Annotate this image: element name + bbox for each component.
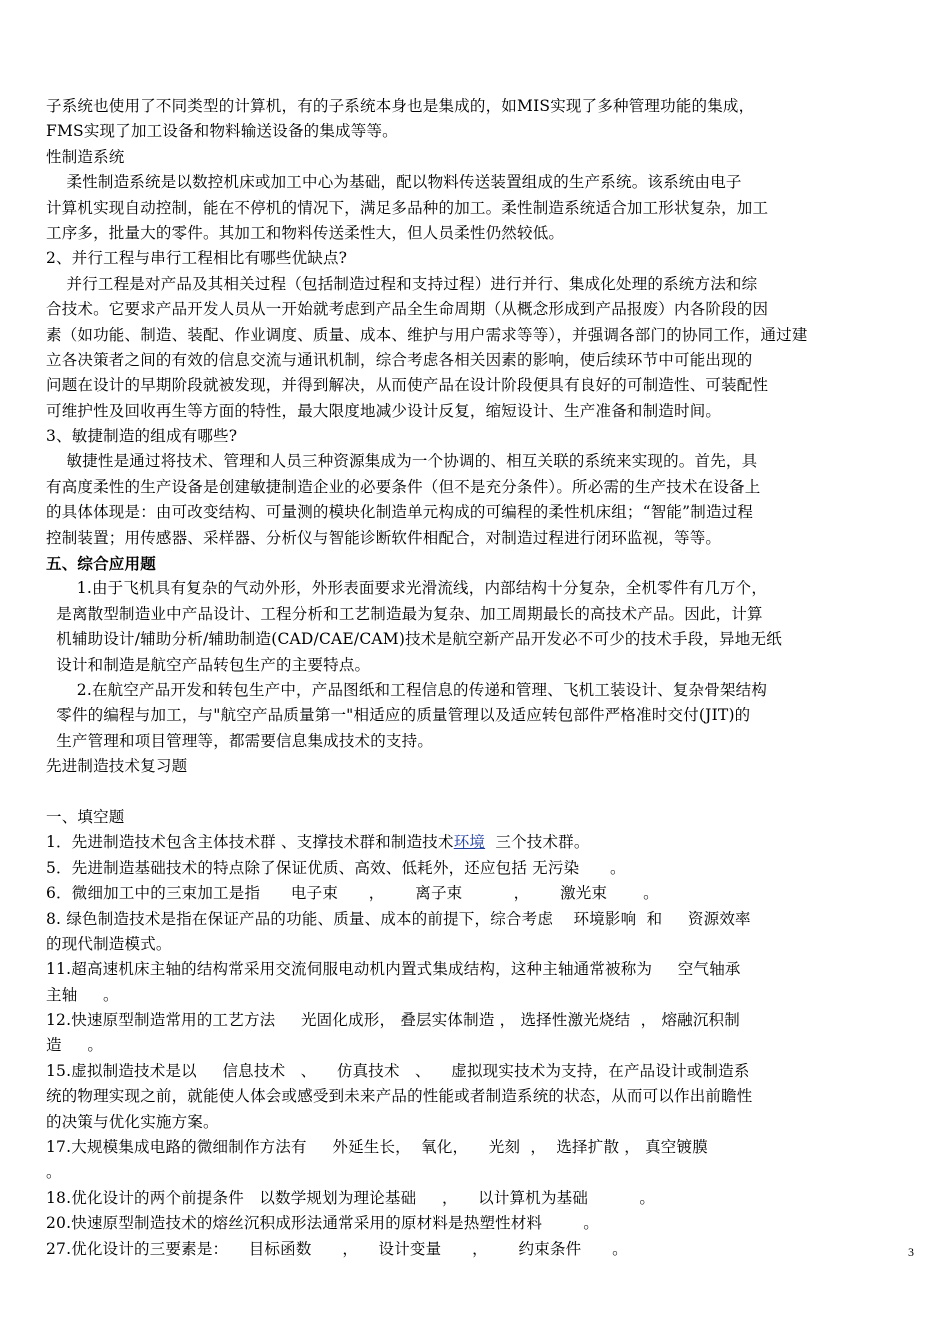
text-line: 27.优化设计的三要素是： 目标函数 ， 设计变量 ， 约束条件 。: [46, 1239, 628, 1258]
text-line: 的决策与优化实施方案。: [46, 1112, 219, 1131]
fill-q1-text: 1．先进制造技术包含主体技术群 、支撑技术群和制造技术: [46, 833, 454, 852]
text-line: 是离散型制造业中产品设计、工程分析和工艺制造最为复杂、加工周期最长的高技术产品。因此，计算: [46, 604, 763, 623]
text-line: 的现代制造模式。: [46, 934, 172, 953]
document-body: [46, 94, 908, 1262]
text-line: 问题在设计的早期阶段就被发现，并得到解决，从而使产品在设计阶段便具有良好的可制造性、可装配性: [46, 376, 769, 395]
fill-q1-link[interactable]: 环境: [453, 833, 486, 852]
section-heading: 性制造系统: [46, 147, 125, 166]
section-five-title: 五、综合应用题: [46, 554, 156, 574]
text-line: 17.大规模集成电路的微细制作方法有 外延生长， 氧化， 光刻 ， 选择扩散 ， 真空镀膜: [46, 1138, 708, 1157]
text-line: 20.快速原型制造技术的熔丝沉积成形法通常采用的原材料是热塑性材料 。: [46, 1214, 599, 1233]
text-line: 工序多，批量大的零件。其加工和物料传送柔性大，但人员柔性仍然较低。: [46, 223, 565, 242]
text-line: 的具体体现是：由可改变结构、可量测的模块化制造单元构成的可编程的柔性机床组；“智能”制造过程: [46, 503, 754, 522]
question-heading: 3、敏捷制造的组成有哪些?: [46, 427, 238, 446]
page-number: 3: [908, 1245, 914, 1259]
text-line: 生产管理和项目管理等，都需要信息集成技术的支持。: [46, 731, 434, 750]
review-title: 先进制造技术复习题: [46, 757, 188, 776]
fill-question-1: [46, 830, 908, 855]
text-line: 15.虚拟制造技术是以 信息技术 、 仿真技术 、 虚拟现实技术为支持，在产品设计或制造系: [46, 1061, 750, 1080]
text-line: 18.优化设计的两个前提条件 以数学规划为理论基础 ， 以计算机为基础 。: [46, 1188, 656, 1207]
text-line: 零件的编程与加工，与"航空产品质量第一"相适应的质量管理以及适应转包部件严格准时交付(JIT)的: [46, 706, 751, 725]
text-line: 6．微细加工中的三束加工是指 电子束 ， 离子束 ， 激光束 。: [46, 884, 659, 903]
question-heading: 2、并行工程与串行工程相比有哪些优缺点?: [46, 249, 348, 268]
text-line: 可维护性及回收再生等方面的特性，最大限度地减少设计反复，缩短设计、生产准备和制造时间。: [46, 401, 722, 420]
blank-line: [46, 780, 908, 805]
text-line: 5．先进制造基础技术的特点除了保证优质、高效、低耗外，还应包括 无污染 。: [46, 858, 626, 877]
text-line: 造 。: [46, 1036, 104, 1055]
text-line: 素（如功能、制造、装配、作业调度、质量、成本、维护与用户需求等等），并强调各部门的协同工作，通过建: [46, 325, 808, 344]
text-line: 柔性制造系统是以数控机床或加工中心为基础，配以物料传送装置组成的生产系统。该系统由电子: [46, 173, 742, 192]
text-line: 有高度柔性的生产设备是创建敏捷制造企业的必要条件（但不是充分条件）。所必需的生产技术在设备上: [46, 477, 761, 496]
fill-q1-tail: 三个技术群。: [485, 833, 590, 852]
text-line: FMS实现了加工设备和物料输送设备的集成等等。: [46, 122, 398, 141]
text-line: 并行工程是对产品及其相关过程（包括制造过程和支持过程）进行并行、集成化处理的系统方法和综: [46, 274, 758, 293]
text-line: 8. 绿色制造技术是指在保证产品的功能、质量、成本的前提下，综合考虑 环境影响 和 资源效率: [46, 909, 751, 928]
text-line: 。: [46, 1163, 62, 1182]
text-line: 11.超高速机床主轴的结构常采用交流伺服电动机内置式集成结构，这种主轴通常被称为 空气轴承: [46, 960, 741, 979]
text-line: 控制装置；用传感器、采样器、分析仪与智能诊断软件相配合，对制造过程进行闭环监视，等等。: [46, 528, 722, 547]
text-line: 机辅助设计/辅助分析/辅助制造(CAD/CAE/CAM)技术是航空新产品开发必不可少的技术手段，异地无纸: [46, 630, 782, 649]
text-line: 1.由于飞机具有复杂的气动外形，外形表面要求光滑流线，内部结构十分复杂，全机零件有几万个，: [46, 579, 768, 598]
text-line: 设计和制造是航空产品转包生产的主要特点。: [46, 655, 371, 674]
fill-section-title: 一、填空题: [46, 807, 125, 826]
text-line: 子系统也使用了不同类型的计算机，有的子系统本身也是集成的，如MIS实现了多种管理功能的集成，: [46, 97, 755, 115]
text-line: 敏捷性是通过将技术、管理和人员三种资源集成为一个协调的、相互关联的系统来实现的。首先，具: [46, 452, 758, 471]
text-line: 主轴 。: [46, 985, 119, 1004]
text-line: 合技术。它要求产品开发人员从一开始就考虑到产品全生命周期（从概念形成到产品报废）内各阶段的因: [46, 300, 769, 319]
text-line: 12.快速原型制造常用的工艺方法 光固化成形， 叠层实体制造 ， 选择性激光烧结 ， 熔融沉积制: [46, 1011, 740, 1030]
text-line: 计算机实现自动控制，能在不停机的情况下，满足多品种的加工。柔性制造系统适合加工形状复杂，加工: [46, 198, 769, 217]
text-line: 统的物理实现之前，就能使人体会或感受到未来产品的性能或者制造系统的状态，从而可以作出前瞻性: [46, 1087, 753, 1106]
text-line: 2.在航空产品开发和转包生产中，产品图纸和工程信息的传递和管理、飞机工装设计、复杂骨架结构: [46, 680, 768, 699]
text-line: 立各决策者之间的有效的信息交流与通讯机制，综合考虑各相关因素的影响，使后续环节中可能出现的: [46, 350, 753, 369]
